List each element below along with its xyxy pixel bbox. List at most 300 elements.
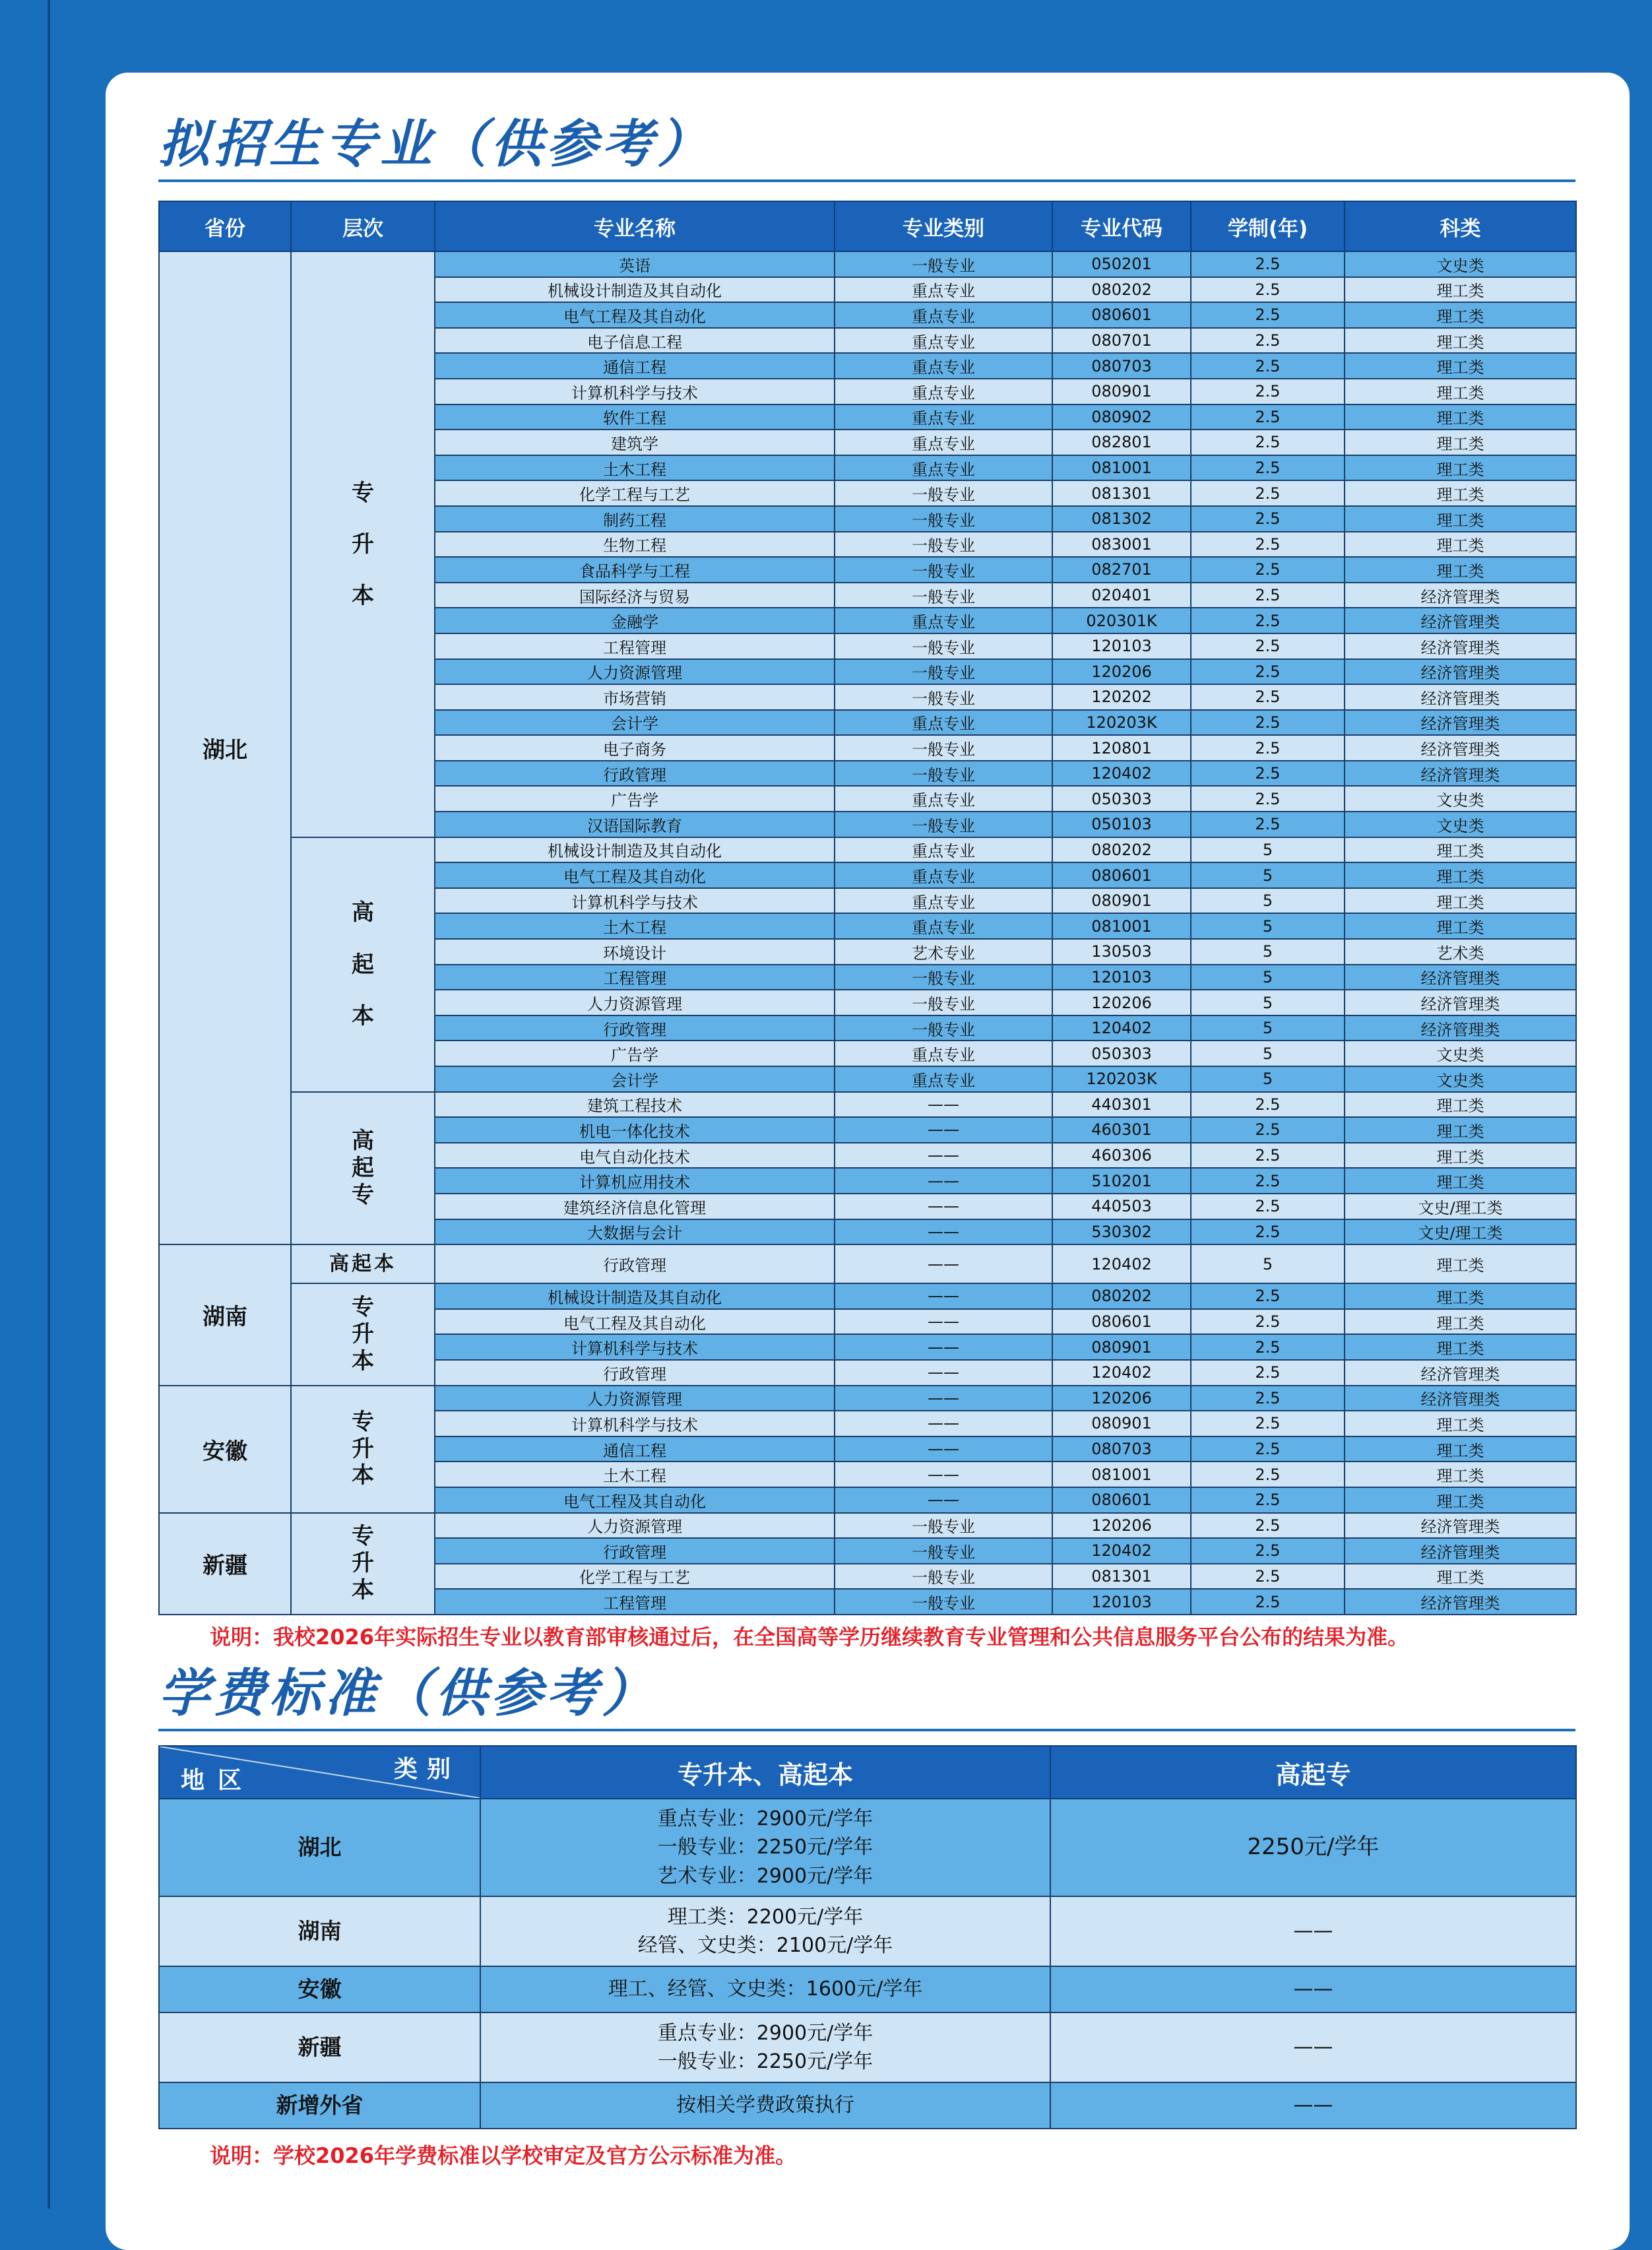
major-code-cell: 120402 (1052, 1360, 1191, 1386)
major-name-cell: 化学工程与工艺 (435, 1564, 835, 1590)
duration-cell: 2.5 (1191, 1360, 1345, 1386)
category-cell: 理工类 (1345, 1411, 1576, 1436)
major-code-cell: 080601 (1052, 1487, 1191, 1513)
category-cell: 理工类 (1345, 1334, 1576, 1360)
duration-cell: 2.5 (1191, 786, 1345, 812)
fee-line: 重点专业：2900元/学年 (657, 1807, 874, 1830)
category-cell: 理工类 (1345, 1487, 1576, 1513)
duration-cell: 2.5 (1191, 812, 1345, 837)
duration-cell: 2.5 (1191, 1564, 1345, 1590)
header-category: 科类 (1345, 201, 1576, 251)
duration-cell: 2.5 (1191, 1143, 1345, 1169)
category-cell: 艺术类 (1345, 939, 1576, 965)
major-code-cell: 080703 (1052, 1436, 1191, 1462)
category-cell: 理工类 (1345, 862, 1576, 888)
major-code-cell: 080902 (1052, 404, 1191, 430)
major-type-cell: 一般专业 (835, 583, 1052, 608)
duration-cell: 2.5 (1191, 1462, 1345, 1487)
major-name-cell: 汉语国际教育 (435, 812, 835, 837)
fee-row (159, 1799, 1576, 1896)
major-type-cell: 一般专业 (835, 684, 1052, 710)
major-code-cell: 120402 (1052, 1538, 1191, 1564)
major-code-cell: 120402 (1052, 761, 1191, 787)
duration-cell: 5 (1191, 1015, 1345, 1041)
major-name-cell: 通信工程 (435, 1436, 835, 1462)
duration-cell: 2.5 (1191, 1589, 1345, 1615)
fee-region-cell: 安徽 (159, 1966, 480, 2012)
duration-cell: 2.5 (1191, 1487, 1345, 1513)
major-code-cell: 120203K (1052, 1066, 1191, 1092)
major-code-cell: 120203K (1052, 710, 1191, 736)
fee-line: 按相关学费政策执行 (676, 2094, 854, 2117)
province-cell: 湖南 (159, 1244, 291, 1385)
major-type-cell: 重点专业 (835, 430, 1052, 455)
major-name-cell: 通信工程 (435, 353, 835, 379)
major-name-cell: 电气自动化技术 (435, 1143, 835, 1169)
category-cell: 经济管理类 (1345, 1589, 1576, 1615)
table-row (159, 1283, 1576, 1309)
major-name-cell: 土木工程 (435, 1462, 835, 1487)
left-decor-line (48, 0, 50, 2208)
major-name-cell: 计算机科学与技术 (435, 1411, 835, 1436)
duration-cell: 2.5 (1191, 633, 1345, 659)
category-cell: 理工类 (1345, 1309, 1576, 1335)
major-code-cell: 080202 (1052, 837, 1191, 863)
major-type-cell: —— (835, 1386, 1052, 1411)
fee-row (159, 2082, 1576, 2129)
duration-cell: 2.5 (1191, 277, 1345, 303)
major-code-cell: 510201 (1052, 1168, 1191, 1194)
major-type-cell: 重点专业 (835, 353, 1052, 379)
major-type-cell: 重点专业 (835, 302, 1052, 328)
major-type-cell: —— (835, 1436, 1052, 1462)
major-code-cell: 460306 (1052, 1143, 1191, 1169)
category-cell: 文史类 (1345, 1041, 1576, 1066)
major-type-cell: 重点专业 (835, 608, 1052, 633)
category-cell: 理工类 (1345, 1564, 1576, 1590)
level-cell: 专 升 本 (291, 1283, 435, 1385)
major-type-cell: 重点专业 (835, 710, 1052, 736)
duration-cell: 2.5 (1191, 302, 1345, 328)
duration-cell: 2.5 (1191, 761, 1345, 787)
category-cell: 理工类 (1345, 1092, 1576, 1118)
major-name-cell: 电子信息工程 (435, 328, 835, 354)
major-name-cell: 会计学 (435, 710, 835, 736)
fee-line: 重点专业：2900元/学年 (657, 2021, 874, 2045)
major-type-cell: —— (835, 1143, 1052, 1169)
major-type-cell: 一般专业 (835, 812, 1052, 837)
duration-cell: 5 (1191, 913, 1345, 939)
major-code-cell: 020401 (1052, 583, 1191, 608)
level-cell: 专 升 本 (291, 1513, 435, 1615)
fee-line: 一般专业：2250元/学年 (657, 2050, 874, 2073)
major-code-cell: 081302 (1052, 506, 1191, 532)
major-code-cell: 050103 (1052, 812, 1191, 837)
table-row (159, 251, 1576, 277)
table-row (159, 1092, 1576, 1118)
major-name-cell: 会计学 (435, 1066, 835, 1092)
major-type-cell: 重点专业 (835, 913, 1052, 939)
major-code-cell: 530302 (1052, 1219, 1191, 1245)
major-code-cell: 020301K (1052, 608, 1191, 633)
major-code-cell: 120103 (1052, 633, 1191, 659)
major-name-cell: 工程管理 (435, 1589, 835, 1615)
fee-region-cell: 湖南 (159, 1896, 480, 1966)
category-cell: 经济管理类 (1345, 1513, 1576, 1539)
duration-cell: 2.5 (1191, 430, 1345, 455)
major-name-cell: 金融学 (435, 608, 835, 633)
major-code-cell: 081301 (1052, 1564, 1191, 1590)
fee-col2-cell: —— (1050, 2012, 1576, 2082)
fee-col1-cell (480, 1799, 1050, 1896)
fee-line: 一般专业：2250元/学年 (657, 1836, 874, 1859)
duration-cell: 2.5 (1191, 1436, 1345, 1462)
province-cell: 安徽 (159, 1386, 291, 1513)
major-name-cell: 计算机应用技术 (435, 1168, 835, 1194)
duration-cell: 2.5 (1191, 1386, 1345, 1411)
table-row (159, 1244, 1576, 1283)
major-code-cell: 080202 (1052, 1283, 1191, 1309)
category-cell: 理工类 (1345, 837, 1576, 863)
major-type-cell: 一般专业 (835, 659, 1052, 685)
corner-category-label: 类别 (393, 1756, 460, 1783)
major-code-cell: 120402 (1052, 1244, 1191, 1283)
header-duration: 学制(年) (1191, 201, 1345, 251)
major-code-cell: 120801 (1052, 735, 1191, 761)
duration-cell: 2.5 (1191, 583, 1345, 608)
fees-note: 说明：学校2026年学费标准以学校审定及官方公示标准为准。 (210, 2143, 797, 2168)
major-code-cell: 120103 (1052, 1589, 1191, 1615)
category-cell: 经济管理类 (1345, 1360, 1576, 1386)
level-cell: 高起本 (291, 1244, 435, 1283)
major-code-cell: 080901 (1052, 888, 1191, 914)
major-code-cell: 080601 (1052, 862, 1191, 888)
category-cell: 理工类 (1345, 404, 1576, 430)
major-name-cell: 工程管理 (435, 633, 835, 659)
major-name-cell: 国际经济与贸易 (435, 583, 835, 608)
major-code-cell: 120206 (1052, 1513, 1191, 1539)
majors-table (158, 201, 1577, 1615)
major-type-cell: 一般专业 (835, 735, 1052, 761)
fees-section-title: 学费标准（供参考） (158, 1664, 658, 1723)
major-name-cell: 行政管理 (435, 1015, 835, 1041)
category-cell: 文史类 (1345, 251, 1576, 277)
major-code-cell: 080202 (1052, 277, 1191, 303)
category-cell: 文史/理工类 (1345, 1194, 1576, 1219)
category-cell: 理工类 (1345, 557, 1576, 583)
table-row (159, 1386, 1576, 1411)
category-cell: 理工类 (1345, 913, 1576, 939)
major-type-cell: 一般专业 (835, 990, 1052, 1015)
fee-line: 经管、文史类：2100元/学年 (637, 1934, 893, 1957)
category-cell: 理工类 (1345, 455, 1576, 481)
major-type-cell: 重点专业 (835, 1066, 1052, 1092)
duration-cell: 2.5 (1191, 1092, 1345, 1118)
major-code-cell: 080901 (1052, 379, 1191, 404)
category-cell: 理工类 (1345, 480, 1576, 506)
major-name-cell: 人力资源管理 (435, 1386, 835, 1411)
major-type-cell: 重点专业 (835, 786, 1052, 812)
major-code-cell: 130503 (1052, 939, 1191, 965)
category-cell: 经济管理类 (1345, 659, 1576, 685)
major-type-cell: —— (835, 1219, 1052, 1245)
table-row (159, 1513, 1576, 1539)
category-cell: 经济管理类 (1345, 990, 1576, 1015)
major-name-cell: 市场营销 (435, 684, 835, 710)
major-name-cell: 英语 (435, 251, 835, 277)
category-cell: 经济管理类 (1345, 608, 1576, 633)
major-type-cell: —— (835, 1309, 1052, 1335)
level-cell: 高 起 专 (291, 1092, 435, 1245)
major-name-cell: 计算机科学与技术 (435, 379, 835, 404)
major-type-cell: 重点专业 (835, 404, 1052, 430)
fee-col1-cell (480, 1966, 1050, 2012)
majors-section-title: 拟招生专业（供参考） (158, 115, 713, 174)
major-name-cell: 人力资源管理 (435, 1513, 835, 1539)
major-code-cell: 081301 (1052, 480, 1191, 506)
duration-cell: 5 (1191, 939, 1345, 965)
major-code-cell: 081001 (1052, 1462, 1191, 1487)
category-cell: 文史类 (1345, 812, 1576, 837)
majors-header-row (159, 201, 1576, 251)
major-code-cell: 080601 (1052, 302, 1191, 328)
fee-line: 艺术专业：2900元/学年 (657, 1864, 874, 1888)
major-name-cell: 行政管理 (435, 1360, 835, 1386)
major-name-cell: 行政管理 (435, 761, 835, 787)
major-type-cell: —— (835, 1360, 1052, 1386)
fee-region-cell: 新疆 (159, 2012, 480, 2082)
major-name-cell: 化学工程与工艺 (435, 480, 835, 506)
category-cell: 文史/理工类 (1345, 1219, 1576, 1245)
fee-region-cell: 湖北 (159, 1799, 480, 1896)
major-type-cell: 一般专业 (835, 251, 1052, 277)
major-type-cell: 重点专业 (835, 328, 1052, 354)
major-type-cell: —— (835, 1244, 1052, 1283)
fee-line: 理工类：2200元/学年 (667, 1905, 864, 1929)
major-name-cell: 土木工程 (435, 913, 835, 939)
major-name-cell: 土木工程 (435, 455, 835, 481)
major-code-cell: 081001 (1052, 913, 1191, 939)
duration-cell: 5 (1191, 1041, 1345, 1066)
major-type-cell: —— (835, 1411, 1052, 1436)
major-type-cell: 一般专业 (835, 633, 1052, 659)
major-type-cell: 重点专业 (835, 837, 1052, 863)
major-code-cell: 080901 (1052, 1334, 1191, 1360)
major-name-cell: 行政管理 (435, 1244, 835, 1283)
level-cell: 专 升 本 (291, 1386, 435, 1513)
category-cell: 经济管理类 (1345, 965, 1576, 990)
province-cell: 湖北 (159, 251, 291, 1244)
major-name-cell: 机械设计制造及其自动化 (435, 277, 835, 303)
duration-cell: 5 (1191, 862, 1345, 888)
major-code-cell: 081001 (1052, 455, 1191, 481)
duration-cell: 2.5 (1191, 1309, 1345, 1335)
major-type-cell: 一般专业 (835, 965, 1052, 990)
duration-cell: 2.5 (1191, 506, 1345, 532)
duration-cell: 2.5 (1191, 1219, 1345, 1245)
major-name-cell: 计算机科学与技术 (435, 1334, 835, 1360)
category-cell: 经济管理类 (1345, 684, 1576, 710)
category-cell: 理工类 (1345, 328, 1576, 354)
category-cell: 经济管理类 (1345, 1386, 1576, 1411)
major-type-cell: 重点专业 (835, 277, 1052, 303)
duration-cell: 2.5 (1191, 379, 1345, 404)
major-type-cell: —— (835, 1283, 1052, 1309)
major-name-cell: 电子商务 (435, 735, 835, 761)
major-code-cell: 080901 (1052, 1411, 1191, 1436)
major-name-cell: 行政管理 (435, 1538, 835, 1564)
table-row (159, 837, 1576, 863)
duration-cell: 2.5 (1191, 1283, 1345, 1309)
major-code-cell: 080701 (1052, 328, 1191, 354)
duration-cell: 2.5 (1191, 455, 1345, 481)
major-type-cell: —— (835, 1194, 1052, 1219)
category-cell: 理工类 (1345, 1168, 1576, 1194)
fees-header-corner (159, 1746, 480, 1799)
majors-table-body (159, 251, 1576, 1615)
major-name-cell: 大数据与会计 (435, 1219, 835, 1245)
major-code-cell: 120103 (1052, 965, 1191, 990)
duration-cell: 5 (1191, 888, 1345, 914)
duration-cell: 2.5 (1191, 710, 1345, 736)
level-cell: 专 升 本 (291, 251, 435, 837)
duration-cell: 2.5 (1191, 659, 1345, 685)
major-name-cell: 制药工程 (435, 506, 835, 532)
major-type-cell: —— (835, 1092, 1052, 1118)
major-name-cell: 机电一体化技术 (435, 1117, 835, 1143)
category-cell: 理工类 (1345, 1436, 1576, 1462)
fees-header-col1: 专升本、高起本 (480, 1746, 1050, 1799)
major-type-cell: 一般专业 (835, 506, 1052, 532)
major-code-cell: 082701 (1052, 557, 1191, 583)
major-type-cell: 一般专业 (835, 557, 1052, 583)
duration-cell: 5 (1191, 965, 1345, 990)
category-cell: 理工类 (1345, 532, 1576, 558)
fee-region-cell: 新增外省 (159, 2082, 480, 2129)
category-cell: 经济管理类 (1345, 761, 1576, 787)
duration-cell: 2.5 (1191, 251, 1345, 277)
major-type-cell: 一般专业 (835, 1564, 1052, 1590)
major-type-cell: —— (835, 1487, 1052, 1513)
major-name-cell: 环境设计 (435, 939, 835, 965)
fee-col1-cell (480, 2012, 1050, 2082)
fee-col1-cell (480, 1896, 1050, 1966)
major-name-cell: 食品科学与工程 (435, 557, 835, 583)
major-type-cell: —— (835, 1168, 1052, 1194)
fees-header-row (159, 1746, 1576, 1799)
majors-note: 说明：我校2026年实际招生专业以教育部审核通过后，在全国高等学历继续教育专业管理和公共信息服务平台公布的结果为准。 (210, 1624, 1409, 1650)
major-name-cell: 人力资源管理 (435, 659, 835, 685)
fee-col1-cell (480, 2082, 1050, 2129)
fees-table-body (159, 1799, 1576, 2129)
major-type-cell: 重点专业 (835, 862, 1052, 888)
category-cell: 经济管理类 (1345, 1015, 1576, 1041)
category-cell: 理工类 (1345, 1244, 1576, 1283)
category-cell: 理工类 (1345, 379, 1576, 404)
major-code-cell: 440301 (1052, 1092, 1191, 1118)
category-cell: 文史类 (1345, 786, 1576, 812)
major-code-cell: 440503 (1052, 1194, 1191, 1219)
fees-title-rule (158, 1729, 1575, 1731)
major-type-cell: 一般专业 (835, 480, 1052, 506)
duration-cell: 2.5 (1191, 684, 1345, 710)
major-name-cell: 建筑工程技术 (435, 1092, 835, 1118)
major-type-cell: 重点专业 (835, 888, 1052, 914)
major-code-cell: 080601 (1052, 1309, 1191, 1335)
major-type-cell: 重点专业 (835, 379, 1052, 404)
fees-header-col2: 高起专 (1050, 1746, 1576, 1799)
major-name-cell: 软件工程 (435, 404, 835, 430)
duration-cell: 2.5 (1191, 608, 1345, 633)
major-code-cell: 083001 (1052, 532, 1191, 558)
major-type-cell: 一般专业 (835, 761, 1052, 787)
duration-cell: 2.5 (1191, 1513, 1345, 1539)
duration-cell: 2.5 (1191, 1334, 1345, 1360)
category-cell: 经济管理类 (1345, 1538, 1576, 1564)
major-code-cell: 460301 (1052, 1117, 1191, 1143)
duration-cell: 5 (1191, 990, 1345, 1015)
major-code-cell: 120206 (1052, 659, 1191, 685)
duration-cell: 2.5 (1191, 1411, 1345, 1436)
header-province: 省份 (159, 201, 291, 251)
major-type-cell: 艺术专业 (835, 939, 1052, 965)
category-cell: 文史类 (1345, 1066, 1576, 1092)
major-type-cell: —— (835, 1462, 1052, 1487)
category-cell: 理工类 (1345, 302, 1576, 328)
duration-cell: 2.5 (1191, 1538, 1345, 1564)
duration-cell: 2.5 (1191, 1117, 1345, 1143)
duration-cell: 2.5 (1191, 1168, 1345, 1194)
duration-cell: 2.5 (1191, 735, 1345, 761)
major-code-cell: 120402 (1052, 1015, 1191, 1041)
category-cell: 理工类 (1345, 430, 1576, 455)
major-type-cell: 重点专业 (835, 1041, 1052, 1066)
major-type-cell: 一般专业 (835, 1513, 1052, 1539)
header-level: 层次 (291, 201, 435, 251)
duration-cell: 2.5 (1191, 353, 1345, 379)
majors-title-rule (158, 179, 1575, 182)
duration-cell: 5 (1191, 1244, 1345, 1283)
major-type-cell: 一般专业 (835, 1015, 1052, 1041)
major-name-cell: 建筑学 (435, 430, 835, 455)
duration-cell: 5 (1191, 1066, 1345, 1092)
duration-cell: 2.5 (1191, 557, 1345, 583)
major-name-cell: 机械设计制造及其自动化 (435, 1283, 835, 1309)
major-code-cell: 082801 (1052, 430, 1191, 455)
category-cell: 理工类 (1345, 1462, 1576, 1487)
major-code-cell: 120206 (1052, 990, 1191, 1015)
major-name-cell: 机械设计制造及其自动化 (435, 837, 835, 863)
corner-region-label: 地区 (181, 1767, 255, 1794)
major-code-cell: 120202 (1052, 684, 1191, 710)
major-type-cell: 重点专业 (835, 455, 1052, 481)
duration-cell: 2.5 (1191, 480, 1345, 506)
major-name-cell: 生物工程 (435, 532, 835, 558)
category-cell: 理工类 (1345, 888, 1576, 914)
category-cell: 理工类 (1345, 1143, 1576, 1169)
duration-cell: 2.5 (1191, 532, 1345, 558)
category-cell: 经济管理类 (1345, 583, 1576, 608)
major-type-cell: —— (835, 1117, 1052, 1143)
major-name-cell: 人力资源管理 (435, 990, 835, 1015)
category-cell: 经济管理类 (1345, 633, 1576, 659)
duration-cell: 2.5 (1191, 1194, 1345, 1219)
major-name-cell: 电气工程及其自动化 (435, 862, 835, 888)
fee-row (159, 1896, 1576, 1966)
major-code-cell: 120206 (1052, 1386, 1191, 1411)
duration-cell: 5 (1191, 837, 1345, 863)
category-cell: 理工类 (1345, 1117, 1576, 1143)
